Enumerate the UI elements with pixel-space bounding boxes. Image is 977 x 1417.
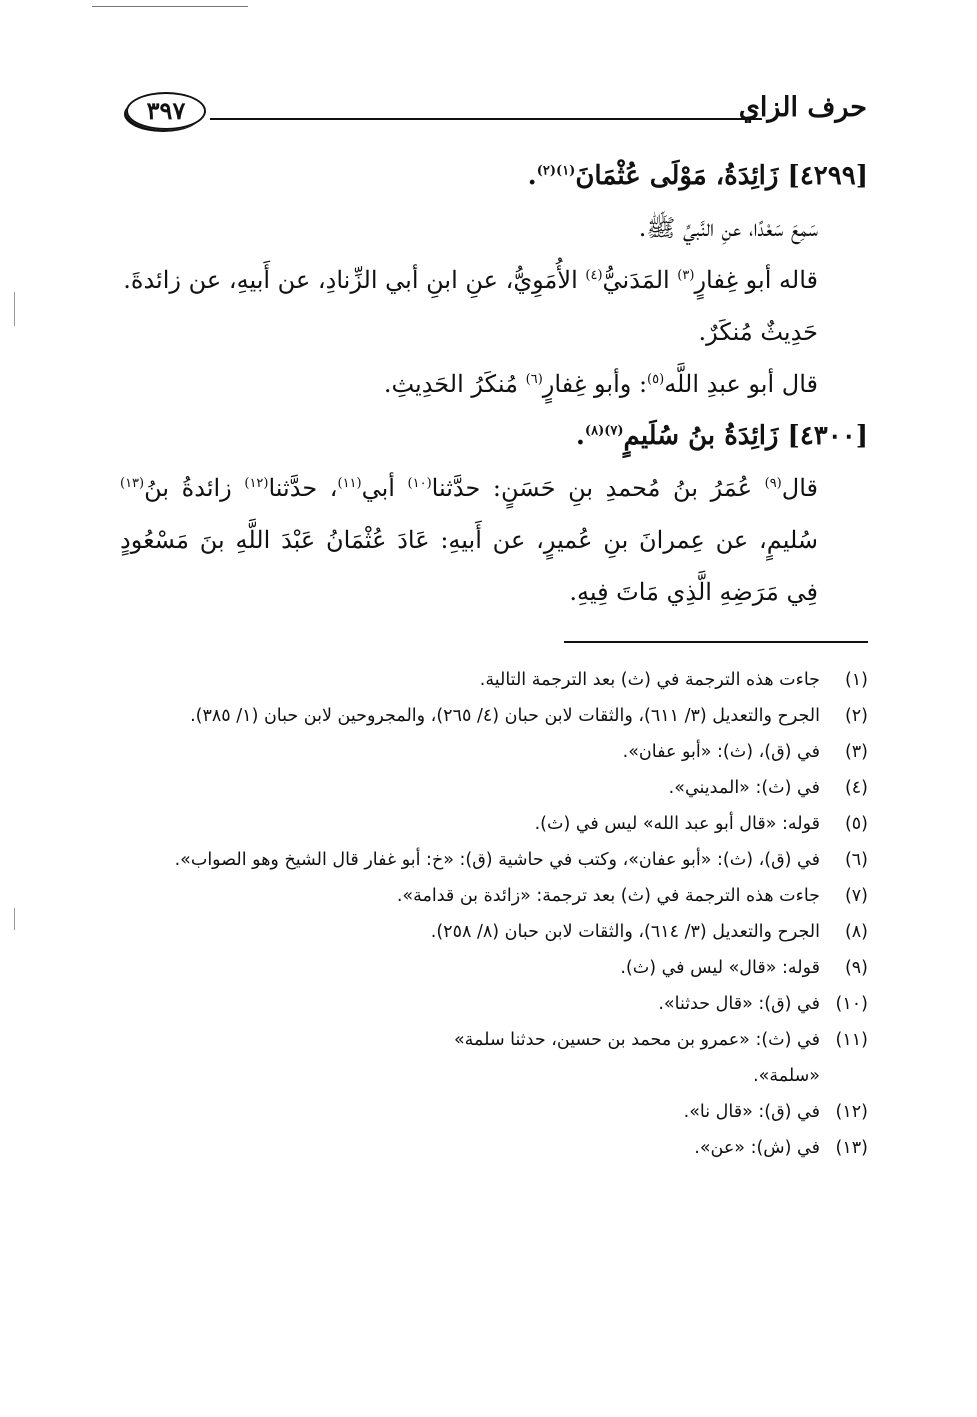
footnote-number: (٧) xyxy=(844,886,868,906)
footnote xyxy=(120,770,868,806)
footnote-text: في (ث): «المديني». xyxy=(668,778,820,798)
footnote-ref: (٩) xyxy=(764,476,782,491)
text-run: المَدَنيُّ xyxy=(602,266,678,294)
footnote-number: (٣) xyxy=(844,742,868,762)
footnotes xyxy=(120,662,868,1166)
footnote-number: (١٢) xyxy=(835,1102,868,1122)
footnote-number: (٤) xyxy=(844,778,868,798)
text-run: قاله أبو غِفارٍ xyxy=(694,266,818,294)
footnote-number: (٨) xyxy=(844,922,868,942)
footnote-number: (٥) xyxy=(844,814,868,834)
footnote-text: الجرح والتعديل (٣/ ٦١١)، والثقات لابن حبان (٤/ ٢٦٥)، والمجروحين لابن حبان (١/ ٣٨٥). xyxy=(190,706,820,726)
footnote xyxy=(120,698,868,734)
paragraph xyxy=(120,462,868,618)
footnote xyxy=(120,986,868,1022)
entry-heading-text: [٤٣٠٠] زَائِدَةُ بنُ سُلَيمٍ xyxy=(623,421,868,451)
footnote-text: جاءت هذه الترجمة في (ث) بعد الترجمة التالية. xyxy=(479,670,820,690)
footnote-text: في (ق)، (ث): «أبو عفان»، وكتب في حاشية (ق): «خ: أبو غفار قال الشيخ وهو الصواب». xyxy=(174,850,820,870)
chapter-title: حرف الزاي xyxy=(738,92,867,123)
text-run: : وأبو غِفارٍ xyxy=(542,370,648,398)
footnote-ref: (١٠) xyxy=(407,476,432,491)
footnote xyxy=(120,734,868,770)
running-header xyxy=(122,90,867,142)
text-run: قال xyxy=(781,474,818,502)
footnote-number: (٩) xyxy=(844,958,868,978)
footnote xyxy=(120,662,868,698)
footnote xyxy=(120,878,868,914)
page-number: ٣٩٧ xyxy=(126,92,206,130)
footnote xyxy=(120,950,868,986)
paragraph: حَدِيثٌ مُنكَرٌ. xyxy=(698,318,818,346)
footnote-ref: (١٣) xyxy=(120,476,145,491)
footnote-text: في (ق)، (ث): «أبو عفان». xyxy=(622,742,820,762)
footnote-ref: (٥) xyxy=(647,372,665,387)
footnote xyxy=(120,1022,868,1094)
footnote-separator xyxy=(564,641,868,643)
footnote-ref: (٣) xyxy=(677,268,695,283)
footnote xyxy=(120,1094,868,1130)
footnote-text: في (ق): «قال حدثنا». xyxy=(658,994,820,1014)
footnote-text: في (ث): «عمرو بن محمد بن حسين، حدثنا سلمة» «سلمة». xyxy=(453,1030,820,1086)
footnote-ref: (١٢) xyxy=(244,476,269,491)
footnote-text: جاءت هذه الترجمة في (ث) بعد ترجمة: «زائدة بن قدامة». xyxy=(396,886,820,906)
footnote-text: قوله: «قال» ليس في (ث). xyxy=(620,958,820,978)
footnote-number: (١٣) xyxy=(835,1138,868,1158)
paragraph xyxy=(120,254,868,306)
text-run: عُمَرُ بنُ مُحمدِ بنِ حَسَنٍ: حدَّثنا xyxy=(431,474,765,502)
text-run: قال أبو عبدِ اللَّه xyxy=(664,370,818,398)
entry-heading-text: [٤٢٩٩] زَائِدَةُ، مَوْلَى عُثْمَانَ xyxy=(575,161,868,191)
footnote-ref: (٤) xyxy=(585,268,603,283)
footnote-text: في (ق): «قال نا». xyxy=(683,1102,820,1122)
text-run: أبي xyxy=(361,474,408,502)
footnote-text: في (ش): «عن». xyxy=(694,1138,820,1158)
footnote xyxy=(120,914,868,950)
footnote-number: (١١) xyxy=(835,1030,868,1050)
entry-heading: [٤٣٠٠] زَائِدَةُ بنُ سُلَيمٍ$^{(٧)(٨)}$. xyxy=(575,421,868,451)
footnote-number: (١) xyxy=(844,670,868,690)
footnote-number: (٦) xyxy=(844,850,868,870)
scan-edge-line xyxy=(92,6,248,7)
paragraph: سَمِعَ سَعْدًا، عنِ النَّبيِّ ﷺ. xyxy=(638,214,818,242)
footnote xyxy=(120,1130,868,1166)
footnote-ref: (١١) xyxy=(337,476,362,491)
footnote-text: الجرح والتعديل (٣/ ٦١٤)، والثقات لابن حبان (٨/ ٢٥٨). xyxy=(430,922,820,942)
text-run: سُليمٍ، عن عِمرانَ بنِ عُميرٍ، عن أَبيهِ: عَادَ عُثْمَانُ عَبْدَ اللَّهِ بنَ مَسْعُودٍ فِي مَرَضِهِ الَّذِي مَاتَ فِيهِ. xyxy=(120,526,818,606)
footnote-ref: (٦) xyxy=(525,372,543,387)
text-run: زائدةُ بنُ xyxy=(144,474,245,502)
text-run: ، حدَّثنا xyxy=(268,474,338,502)
footnote xyxy=(120,842,868,878)
text-run: مُنكَرُ الحَدِيثِ. xyxy=(383,370,526,398)
footnote-number: (٢) xyxy=(844,706,868,726)
entry-heading: [٤٢٩٩] زَائِدَةُ، مَوْلَى عُثْمَانَ$^{(١)(٢)}$. xyxy=(527,161,868,191)
margin-mark xyxy=(14,908,15,930)
text-run: الأُمَوِيُّ، عنِ ابنِ أبي الزِّنادِ، عن أَبيهِ، عن زائدةَ. xyxy=(123,266,586,294)
footnote-text: قوله: «قال أبو عبد الله» ليس في (ث). xyxy=(534,814,820,834)
header-rule xyxy=(210,118,762,120)
main-text xyxy=(120,150,868,618)
margin-mark xyxy=(14,292,15,326)
paragraph xyxy=(120,358,868,410)
footnote-number: (١٠) xyxy=(835,994,868,1014)
footnote xyxy=(120,806,868,842)
footnote-ref: (٧)(٨) xyxy=(584,423,624,439)
footnote-ref: (١)(٢) xyxy=(536,163,576,179)
